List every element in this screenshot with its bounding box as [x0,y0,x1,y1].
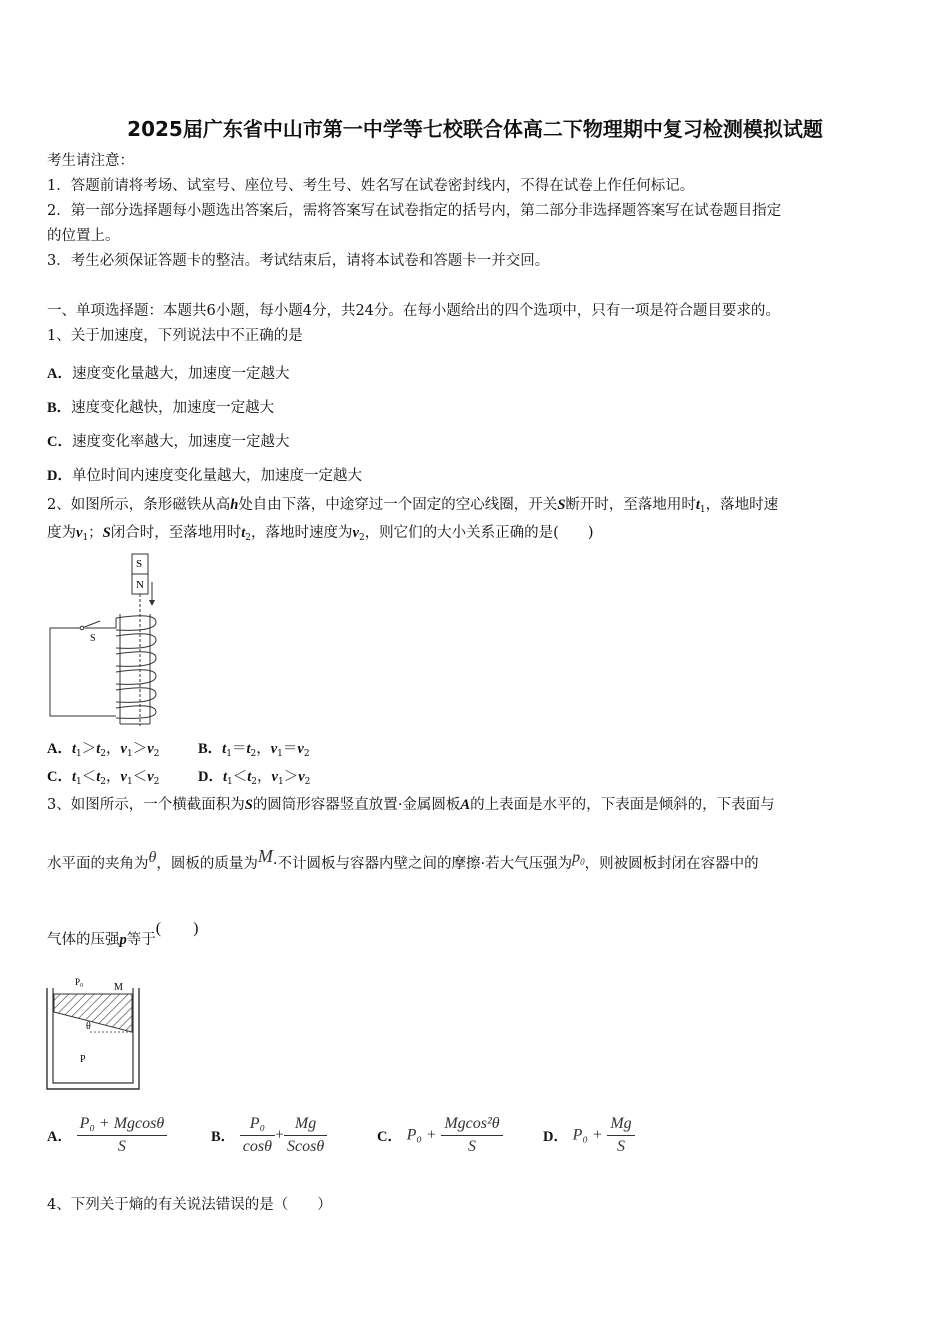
numerator: Mgcos²θ [441,1113,502,1136]
text: 处自由下落，中途穿过一个固定的空心线圈，开关 [238,497,558,513]
option-label: A． [47,741,72,757]
var-t: t [222,769,228,785]
option-label: B． [198,741,223,757]
section-heading: 一、单项选择题：本题共6小题，每小题4分，共24分。在每小题给出的四个选项中，只有一项是符合题目要求的。 [47,303,780,319]
text: ； [88,525,103,541]
option-label: D． [47,468,72,484]
var-v: v [147,769,154,785]
q1-option-a[interactable] [47,362,289,383]
q2-option-a[interactable] [47,737,159,759]
subscript: 0 [580,857,585,867]
option-label: A． [47,1129,72,1145]
option-text: 单位时间内速度变化量越大，加速度一定越大 [71,468,362,484]
q2-stem-line1 [47,495,778,520]
option-label: A． [47,366,72,382]
denominator: S [617,1138,625,1155]
q1-option-d[interactable] [47,464,362,485]
text: ，落地时速 [705,497,779,513]
option-label: B． [47,400,72,416]
var-p: p [572,849,581,866]
subscript: 2 [153,749,160,759]
subscript: 2 [153,777,160,787]
var-t: t [222,741,227,757]
p0-label: P₀ [75,977,84,987]
text: 金属圆板 [402,797,461,813]
option-text: 速度变化越快，加速度一定越大 [71,400,275,416]
subscript: 2 [100,749,107,759]
var-t: t [247,769,252,785]
circuit-wire [50,618,116,716]
metal-plate [54,994,132,1032]
subscript: 1 [226,749,232,759]
prefix: P₀ + [572,1126,603,1144]
relation: ＝ [231,741,247,757]
var-t: t [246,741,251,757]
var-t: t [71,741,77,757]
text: ，则被圆板封闭在容器中的 [584,856,759,872]
q3-stem-line2 [47,846,759,878]
option-label: B． [211,1129,236,1145]
text: 水平面的夹角为 [47,856,149,872]
text: ，落地时速度为 [251,525,353,541]
p-label: P [80,1054,86,1065]
numerator: P₀ [240,1113,275,1136]
dot: · [272,856,278,872]
var-v: v [270,741,278,757]
subscript: 1 [126,777,133,787]
fraction [240,1113,275,1158]
subscript: 2 [304,777,311,787]
comma: ， [256,741,271,757]
var-v: v [120,741,127,757]
denominator: S [468,1138,476,1155]
option-label: C． [47,769,72,785]
text: 等于 [126,932,156,948]
var-t: t [96,741,101,757]
var-v: v [298,769,305,785]
q2-option-d[interactable] [198,765,310,787]
var-s: S [244,797,253,813]
fraction [284,1113,327,1158]
denominator: cosθ [242,1138,272,1155]
q1-option-c[interactable] [47,430,289,451]
relation: ＞ [283,769,299,785]
q3-option-a[interactable] [47,1113,167,1158]
var-theta: θ [148,849,157,866]
q4-stem: 4、下列关于熵的有关说法错误的是（ ） [47,1197,332,1213]
option-label: C． [47,434,72,450]
subscript: 1 [699,505,706,515]
option-label: C． [377,1129,402,1145]
magnet-n-label: N [136,579,144,591]
m-label: M [114,982,123,993]
text: 断开时，至落地用时 [565,497,696,513]
relation: ＜ [81,769,97,785]
page-title: 2025届广东省中山市第一中学等七校联合体高二下物理期中复习检测模拟试题 [127,117,823,141]
var-t: t [71,769,77,785]
subscript: 2 [245,533,252,543]
subscript: 2 [100,777,107,787]
numerator: Mg [607,1113,634,1136]
var-v: v [120,769,127,785]
var-v: v [147,741,154,757]
q3-stem-line1 [47,795,775,815]
var-v: v [271,769,278,785]
relation: ＜ [232,769,248,785]
q3-container-figure [44,976,144,1091]
q1-option-b[interactable] [47,396,274,417]
text: 闭合时，至落地用时 [110,525,242,541]
q2-option-b[interactable] [198,737,310,759]
plus: + [274,1126,284,1144]
var-p: p [119,932,127,948]
subscript: 1 [227,777,233,787]
subscript: 2 [303,749,310,759]
subscript: 1 [76,749,82,759]
dot: · [397,797,403,813]
q3-option-b[interactable] [211,1113,327,1158]
relation: ＜ [132,769,148,785]
subscript: 2 [250,749,257,759]
var-a: A [460,797,471,813]
numerator: Mg [284,1113,327,1136]
subscript: 1 [126,749,133,759]
var-s: S [102,525,111,541]
text: 度为 [47,525,76,541]
text: 气体的压强 [47,932,120,948]
denominator: S [117,1138,126,1155]
answer-paren: ( ) [155,920,199,937]
q3-option-c[interactable] [377,1113,503,1158]
text: ，圆板的质量为 [156,856,258,872]
magnet-s-label: S [136,558,143,570]
var-m: M [257,846,273,866]
subscript: 2 [251,777,258,787]
comma: ， [106,769,121,785]
text: 不计圆板与容器内壁之间的摩擦 [277,856,481,872]
comma: ， [106,741,121,757]
notice-heading: 考生请注意： [47,153,134,169]
text: 若大气压强为 [485,856,573,872]
relation: ＞ [132,741,148,757]
text: 的圆筒形容器竖直放置 [252,797,398,813]
prefix: P₀ + [406,1126,437,1144]
subscript: 1 [277,777,284,787]
option-label: D． [198,769,223,785]
q3-stem-line3 [47,920,199,950]
switch-icon [82,621,100,628]
option-label: D． [543,1129,568,1145]
var-t: t [695,497,700,513]
numerator: P₀ + Mgcosθ [77,1113,168,1136]
var-v: v [352,525,359,541]
var-v: v [297,741,304,757]
var-h: h [230,497,239,513]
q3-option-d[interactable] [543,1113,635,1158]
fraction [607,1113,634,1158]
text: 2、如图所示，条形磁铁从高 [47,497,231,513]
relation: ＞ [81,741,97,757]
notice-item-2-cont: 的位置上。 [47,228,120,244]
fraction [441,1113,502,1158]
var-v: v [76,525,83,541]
text: 的上表面是水平的，下表面是倾斜的，下表面与 [470,797,775,813]
var-t: t [241,525,246,541]
text: 3、如图所示，一个横截面积为 [47,797,245,813]
denominator: Scosθ [287,1138,325,1155]
q1-stem: 1、关于加速度，下列说法中不正确的是 [47,328,303,344]
var-t: t [96,769,101,785]
subscript: 1 [82,533,89,543]
text: ，则它们的大小关系正确的是( ) [364,525,594,541]
subscript: 1 [277,749,283,759]
comma: ， [257,769,272,785]
switch-label: S [90,633,96,644]
var-s: S [557,497,566,513]
q2-stem-line2 [47,523,594,548]
notice-item-1: 1．答题前请将考场、试室号、座位号、考生号、姓名写在试卷密封线内，不得在试卷上作任何标记。 [47,178,695,194]
notice-item-2: 2．第一部分选择题每小题选出答案后，需将答案写在试卷指定的括号内，第二部分非选择题答案写在试卷题目指定 [47,203,782,219]
notice-item-3: 3．考生必须保证答题卡的整洁。考试结束后，请将本试卷和答题卡一并交回。 [47,253,550,269]
q2-magnet-coil-figure [44,548,169,728]
option-text: 速度变化量越大，加速度一定越大 [71,366,290,382]
dot: · [480,856,486,872]
subscript: 1 [76,777,82,787]
theta-label: θ [86,1021,91,1032]
option-text: 速度变化率越大，加速度一定越大 [71,434,290,450]
fraction [77,1113,168,1158]
subscript: 2 [358,533,365,543]
q2-option-c[interactable] [47,765,159,787]
relation: ＝ [282,741,298,757]
